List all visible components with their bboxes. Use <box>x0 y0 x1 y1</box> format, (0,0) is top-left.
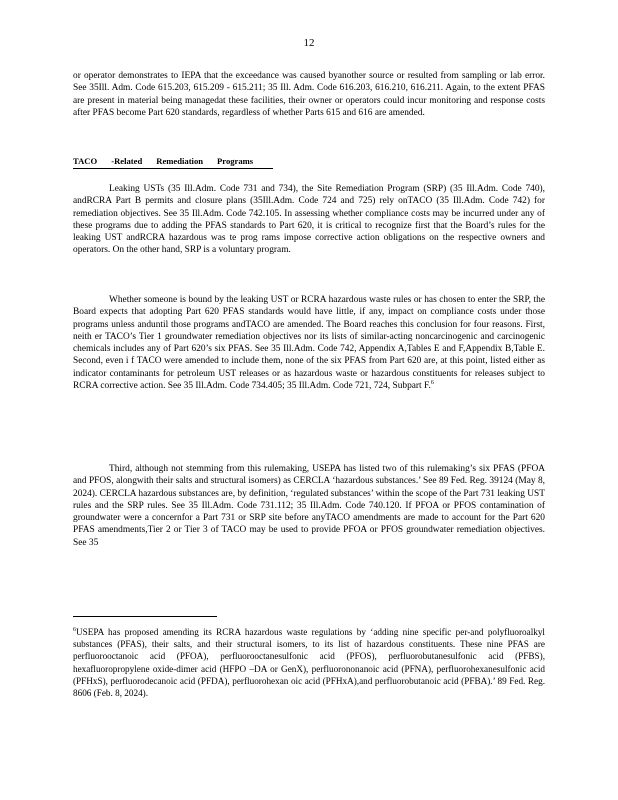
footnote-divider <box>73 616 217 617</box>
paragraph-whether-bound <box>73 294 545 392</box>
footnote-text: USEPA has proposed amending its RCRA hazardous waste regulations by ‘adding nine specific per-and polyfluoroalkyl substances (PFAS), their salts, and their structural isomers, to its list of hazardous constituents. These nine PFAS are perfluorooctanoic acid (PFOA), perfluorooctanesulfonic acid (PFOS), perfluorobutanesulfonic acid (PFBS), hexafluoropropylene oxide-dimer acid (HFPO –DA or GenX), perfluorononanoic acid (PFNA), perfluorohexanesulfonic acid (PFHxS), perfluorodecanoic acid (PFDA), perfluorohexan oic acid (PFHxA),and perfluorobutanoic acid (PFBA).’ 89 Fed. Reg. 8606 (Feb. 8, 2024). <box>73 627 545 699</box>
section-heading <box>73 156 273 169</box>
section-heading-word-2: -Related <box>111 156 143 166</box>
footnote-reference: 6 <box>430 379 434 386</box>
paragraph-leaking-usts <box>73 183 545 257</box>
footnote-mark: 6 <box>73 626 76 633</box>
paragraph-leaking-usts-text: Leaking USTs (35 Ill.Adm. Code 731 and 734), the Site Remediation Program (SRP) (35 Ill.Adm. Code 740), andRCRA Part B permits and closure plans (35Ill.Adm. Code 724 and 725) rely onTACO (35 Ill.Adm. Code 742) for remediation objectives. See 35 Ill.Adm. Code 742.105. In assessing whether compliance costs may be incurred under any of these programs due to adding the PFAS standards to Part 620, it is critical to recognize first that the Board’s rules for the leaking UST andRCRA hazardous was te prog rams impose corrective action obligations on the respective owners and operators. On the other hand, SRP is a voluntary program. <box>73 184 545 256</box>
paragraph-whether-bound-text: Whether someone is bound by the leaking UST or RCRA hazardous waste rules or has chosen to enter the SRP, the Board expects that adopting Part 620 PFAS standards would have little, if any, impact on compliance costs under those programs unless anduntil those programs andTACO are amended. The Board reaches this conclusion for four reasons. First, neith er TACO’s Tier 1 groundwater remediation objectives nor its lists of similar-acting noncarcinogenic and carcinogenic chemicals includes any of Part 620’s six PFAS. See 35 Ill.Adm. Code 742, Appendix A,Tables E and F,Appendix B,Table E. Second, even i f TACO were amended to include them, none of the six PFAS from Part 620 are, at this point, listed either as indicator contaminants for petroleum UST releases or as hazardous waste or hazardous constituents for releases subject to RCRA corrective action. See 35 Ill.Adm. Code 734.405; 35 Ill.Adm. Code 721, 724, Subpart F. <box>73 295 545 392</box>
footnote <box>73 626 545 699</box>
page-number: 12 <box>303 37 315 49</box>
paragraph-third <box>73 463 545 549</box>
intro-paragraph-text: or operator demonstrates to IEPA that the exceedance was caused byanother source or resulted from sampling or lab error. See 35Ill. Adm. Code 615.203, 615.209 - 615.211; 35 Ill. Adm. Code 616.203, 616.210, 616.211. Again, to the extent PFAS are present in material being managedat these facilities, their owner or operators could incur monitoring and response costs after PFAS become Part 620 standards, regardless of whether Parts 615 and 616 are amended. <box>73 71 545 118</box>
section-heading-word-4: Programs <box>217 156 254 166</box>
section-heading-word-1: TACO <box>73 156 98 166</box>
footnote-body <box>73 626 545 699</box>
paragraph-third-text: Third, although not stemming from this rulemaking, USEPA has listed two of this rulemaking’s six PFAS (PFOA and PFOS, alongwith their salts and structural isomers) as CERCLA ‘hazardous substances.’ See 89 Fed. Reg. 39124 (May 8, 2024). CERCLA hazardous substances are, by definition, ‘regulated substances’ within the scope of the Part 731 leaking UST rules and the SRP rules. See 35 Ill.Adm. Code 731.112; 35 Ill.Adm. Code 740.120. If PFOA or PFOS contamination of groundwater were a concernfor a Part 731 or SRP site before anyTACO amendments are made to account for the Part 620 PFAS amendments,Tier 2 or Tier 3 of TACO may be used to provide PFOA or PFOS groundwater remediation objectives. See 35 <box>73 464 545 548</box>
section-heading-word-3: Remediation <box>156 156 204 166</box>
intro-paragraph <box>73 70 545 119</box>
paragraph-whether-bound-body <box>73 294 545 392</box>
